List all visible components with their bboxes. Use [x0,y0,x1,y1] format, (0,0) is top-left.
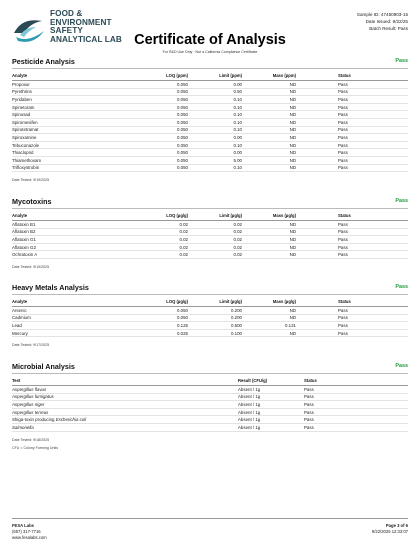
limit-cell: 0.10 [188,141,242,149]
analyte-cell: Ochratoxin A [12,251,140,259]
status-cell: Pass [296,221,408,229]
status-cell: Pass [296,141,408,149]
table-row [12,307,408,315]
analyte-cell: Aflatoxin G2 [12,243,140,251]
mass-cell: ND [242,221,296,229]
status-cell: Pass [296,156,408,164]
result-cell: Absent / 1g [238,416,286,424]
mass-cell: 0.131 [242,322,296,330]
loq-cell: 0.050 [140,156,188,164]
column-header: Analyte [12,213,140,221]
table-row [12,141,408,149]
section-header [12,283,408,295]
analyte-cell: Aflatoxin B2 [12,228,140,236]
loq-cell: 0.050 [140,111,188,119]
table-row [12,423,408,431]
pesticide-rows [12,81,408,172]
table-row [12,401,408,409]
table-row [12,164,408,172]
limit-cell: 0.100 [188,329,242,337]
mass-cell: ND [242,126,296,134]
test-cell [12,401,238,409]
table-row [12,329,408,337]
column-header: Status [296,73,408,81]
result-cell: Absent / 1g [238,386,286,394]
mass-cell: ND [242,251,296,259]
organism-name: Escherichia coli [55,417,87,423]
limit-cell: 0.50 [188,88,242,96]
table-row [12,393,408,401]
table-row [12,156,408,164]
table-header-row [12,378,408,386]
table-row [12,322,408,330]
section-status: Pass [395,58,408,64]
status-cell: Pass [296,164,408,172]
test-cell [12,416,238,424]
column-header: Limit (µg/g) [188,213,242,221]
column-header: LOQ (µg/g) [140,299,188,307]
table-row [12,88,408,96]
section-title: Microbial Analysis [12,362,75,371]
mass-cell: ND [242,329,296,337]
limit-cell: 0.00 [188,149,242,157]
mass-cell: ND [242,149,296,157]
footer-contact [12,523,47,540]
table-row [12,314,408,322]
table-row [12,149,408,157]
analyte-cell: Pyrethrins [12,88,140,96]
status-cell: Pass [286,423,408,431]
section-header [12,57,408,69]
column-header: Mass (µg/g) [242,213,296,221]
analyte-cell: Cadmium [12,314,140,322]
column-header: Analyte [12,299,140,307]
column-header: Analyte [12,73,140,81]
column-header: Limit (µg/g) [188,299,242,307]
footer-timestamp: 9/22/2025 12:33:07 [371,528,408,534]
analyte-cell: Pyridaben [12,96,140,104]
test-cell [12,408,238,416]
date-tested: Date Tested: 9/17/2025 [12,343,50,348]
date-issued: Date Issued: 9/22/25 [365,19,408,25]
table-row [12,103,408,111]
status-cell: Pass [296,88,408,96]
test-cell [12,393,238,401]
table-row [12,81,408,89]
table-row [12,96,408,104]
analyte-cell: Spirotetramat [12,126,140,134]
logo-line: ANALYTICAL LAB [50,34,122,44]
limit-cell: 0.02 [188,236,242,244]
footer-page-info [372,523,408,535]
sample-id: Sample ID: 47450903-15 [356,12,408,17]
pesticide-table [12,73,408,172]
footer-phone: (657) 317-7716 [12,528,41,534]
organism-name: Aspergillus niger [12,401,45,407]
page-title: Certificate of Analysis [134,32,286,48]
column-header: LOQ (µg/g) [140,213,188,221]
limit-cell: 0.10 [188,103,242,111]
loq-cell: 0.050 [140,126,188,134]
loq-cell: 0.125 [140,322,188,330]
section-title: Heavy Metals Analysis [12,283,89,292]
mass-cell: ND [242,111,296,119]
status-cell: Pass [296,236,408,244]
section-status: Pass [395,198,408,204]
column-header: Mass (ppm) [242,73,296,81]
heavy-metals-section [12,283,408,347]
status-cell: Pass [286,408,408,416]
loq-cell: 0.050 [140,81,188,89]
status-cell: Pass [296,251,408,259]
analyte-cell: Spinosad [12,111,140,119]
table-header-row [12,299,408,307]
section-status: Pass [395,284,408,290]
column-header: Status [286,378,408,386]
status-cell: Pass [296,81,408,89]
status-cell: Pass [296,126,408,134]
table-row [12,221,408,229]
section-title: Mycotoxins [12,197,52,206]
limit-cell: 0.200 [188,314,242,322]
column-header: Status [296,213,408,221]
mass-cell: ND [242,118,296,126]
limit-cell: 0.00 [188,134,242,142]
organism-name: Aspergillus terreus [12,409,49,415]
limit-cell: 0.10 [188,164,242,172]
logo-line: SAFETY [50,26,83,36]
column-header: LOQ (ppm) [140,73,188,81]
limit-cell: 0.02 [188,221,242,229]
mass-cell: ND [242,236,296,244]
mass-cell: ND [242,243,296,251]
limit-cell: 0.10 [188,96,242,104]
loq-cell: 0.050 [140,118,188,126]
table-row [12,134,408,142]
organism-name: Aspergillus flavus [12,386,47,392]
analyte-cell: Thiacloprid [12,149,140,157]
analyte-cell: Arsenic [12,307,140,315]
loq-cell: 0.02 [140,221,188,229]
date-tested: Date Tested: 9/19/2025 [12,178,50,183]
analyte-cell: Spinetoram [12,103,140,111]
status-cell: Pass [296,322,408,330]
column-header: Status [296,299,408,307]
loq-cell: 0.050 [140,141,188,149]
organism-name: Salmonella [12,424,34,430]
status-cell: Pass [296,329,408,337]
mass-cell: ND [242,156,296,164]
logo-line: ENVIRONMENT [50,17,112,27]
mass-cell: ND [242,96,296,104]
loq-cell: 0.050 [140,103,188,111]
mass-cell: ND [242,134,296,142]
status-cell: Pass [286,401,408,409]
column-header: Mass (µg/g) [242,299,296,307]
section-header [12,197,408,209]
column-header: Result (CFU/g) [238,378,286,386]
mass-cell: ND [242,81,296,89]
mass-cell: ND [242,88,296,96]
report-header [12,8,408,58]
table-row [12,236,408,244]
heavy-metals-rows [12,307,408,337]
mass-cell: ND [242,141,296,149]
pesticide-section [12,57,408,182]
table-row [12,408,408,416]
result-cell: Absent / 1g [238,393,286,401]
loq-cell: 0.02 [140,243,188,251]
status-cell: Pass [296,307,408,315]
status-cell: Pass [296,228,408,236]
limit-cell: 0.500 [188,322,242,330]
table-row [12,111,408,119]
batch-result: Batch Result: Pass [369,26,408,32]
mycotoxin-table [12,213,408,259]
cfu-note: CFU = Colony Forming Units [12,445,59,450]
microbial-section [12,362,408,450]
loq-cell: 0.050 [140,88,188,96]
table-row [12,228,408,236]
analyte-cell: Spiromesifen [12,118,140,126]
analyte-cell: Trifloxystrobin [12,164,140,172]
column-header: Limit (ppm) [188,73,242,81]
analyte-cell: Aflatoxin G1 [12,236,140,244]
limit-cell: 0.00 [188,81,242,89]
status-cell: Pass [286,393,408,401]
microbial-table [12,378,408,432]
analyte-cell: Mercury [12,329,140,337]
table-header-row [12,73,408,81]
heavy-metals-table [12,299,408,337]
section-header [12,362,408,374]
loq-cell: 0.050 [140,307,188,315]
date-tested: Date Tested: 9/18/2025 [12,437,50,442]
limit-cell: 5.00 [188,156,242,164]
loq-cell: 0.02 [140,236,188,244]
analyte-cell: Aflatoxin B1 [12,221,140,229]
mass-cell: ND [242,164,296,172]
status-cell: Pass [296,118,408,126]
sample-info [357,11,408,33]
footer-lab-name: FESA Labs [12,523,34,528]
status-cell: Pass [296,149,408,157]
mass-cell: ND [242,314,296,322]
table-header-row [12,213,408,221]
status-cell: Pass [296,96,408,104]
status-cell: Pass [286,386,408,394]
analyte-cell: Tebuconazole [12,141,140,149]
table-row [12,251,408,259]
result-cell: Absent / 1g [238,408,286,416]
mycotoxin-section [12,197,408,269]
analyte-cell: Propoxur [12,81,140,89]
loq-cell: 0.025 [140,329,188,337]
page-number: Page 3 of 6 [385,523,408,528]
limit-cell: 0.200 [188,307,242,315]
status-cell: Pass [296,314,408,322]
section-title: Pesticide Analysis [12,57,75,66]
page-subtitle: For R&D Use Only · Not a California Compliance Certificate [162,50,258,54]
table-row [12,386,408,394]
limit-cell: 0.10 [188,118,242,126]
date-tested: Date Tested: 9/19/2025 [12,264,50,269]
loq-cell: 0.050 [140,96,188,104]
mass-cell: ND [242,307,296,315]
status-cell: Pass [296,103,408,111]
test-cell [12,423,238,431]
analyte-cell: Spiroxamine [12,134,140,142]
mycotoxin-rows [12,221,408,259]
test-prefix: Shiga-toxin producing [12,417,56,423]
table-row [12,243,408,251]
column-header: Test [12,378,238,386]
status-cell: Pass [296,134,408,142]
limit-cell: 0.10 [188,111,242,119]
status-cell: Pass [286,416,408,424]
footer-website[interactable]: www.fesalabs.com [12,534,47,540]
loq-cell: 0.02 [140,228,188,236]
table-row [12,126,408,134]
limit-cell: 0.02 [188,228,242,236]
test-cell [12,386,238,394]
loq-cell: 0.050 [140,134,188,142]
organism-name: Aspergillus fumigatus [12,394,54,400]
section-status: Pass [395,363,408,369]
loq-cell: 0.02 [140,251,188,259]
loq-cell: 0.050 [140,164,188,172]
analyte-cell: Lead [12,322,140,330]
status-cell: Pass [296,111,408,119]
loq-cell: 0.050 [140,314,188,322]
status-cell: Pass [296,243,408,251]
loq-cell: 0.050 [140,149,188,157]
mass-cell: ND [242,228,296,236]
limit-cell: 0.02 [188,251,242,259]
logo-line: FOOD & [50,9,83,18]
limit-cell: 0.10 [188,126,242,134]
result-cell: Absent / 1g [238,401,286,409]
table-row [12,416,408,424]
limit-cell: 0.02 [188,243,242,251]
analyte-cell: Thiamethoxam [12,156,140,164]
result-cell: Absent / 1g [238,423,286,431]
microbial-rows [12,386,408,432]
mass-cell: ND [242,103,296,111]
table-row [12,118,408,126]
page-footer [12,518,408,540]
